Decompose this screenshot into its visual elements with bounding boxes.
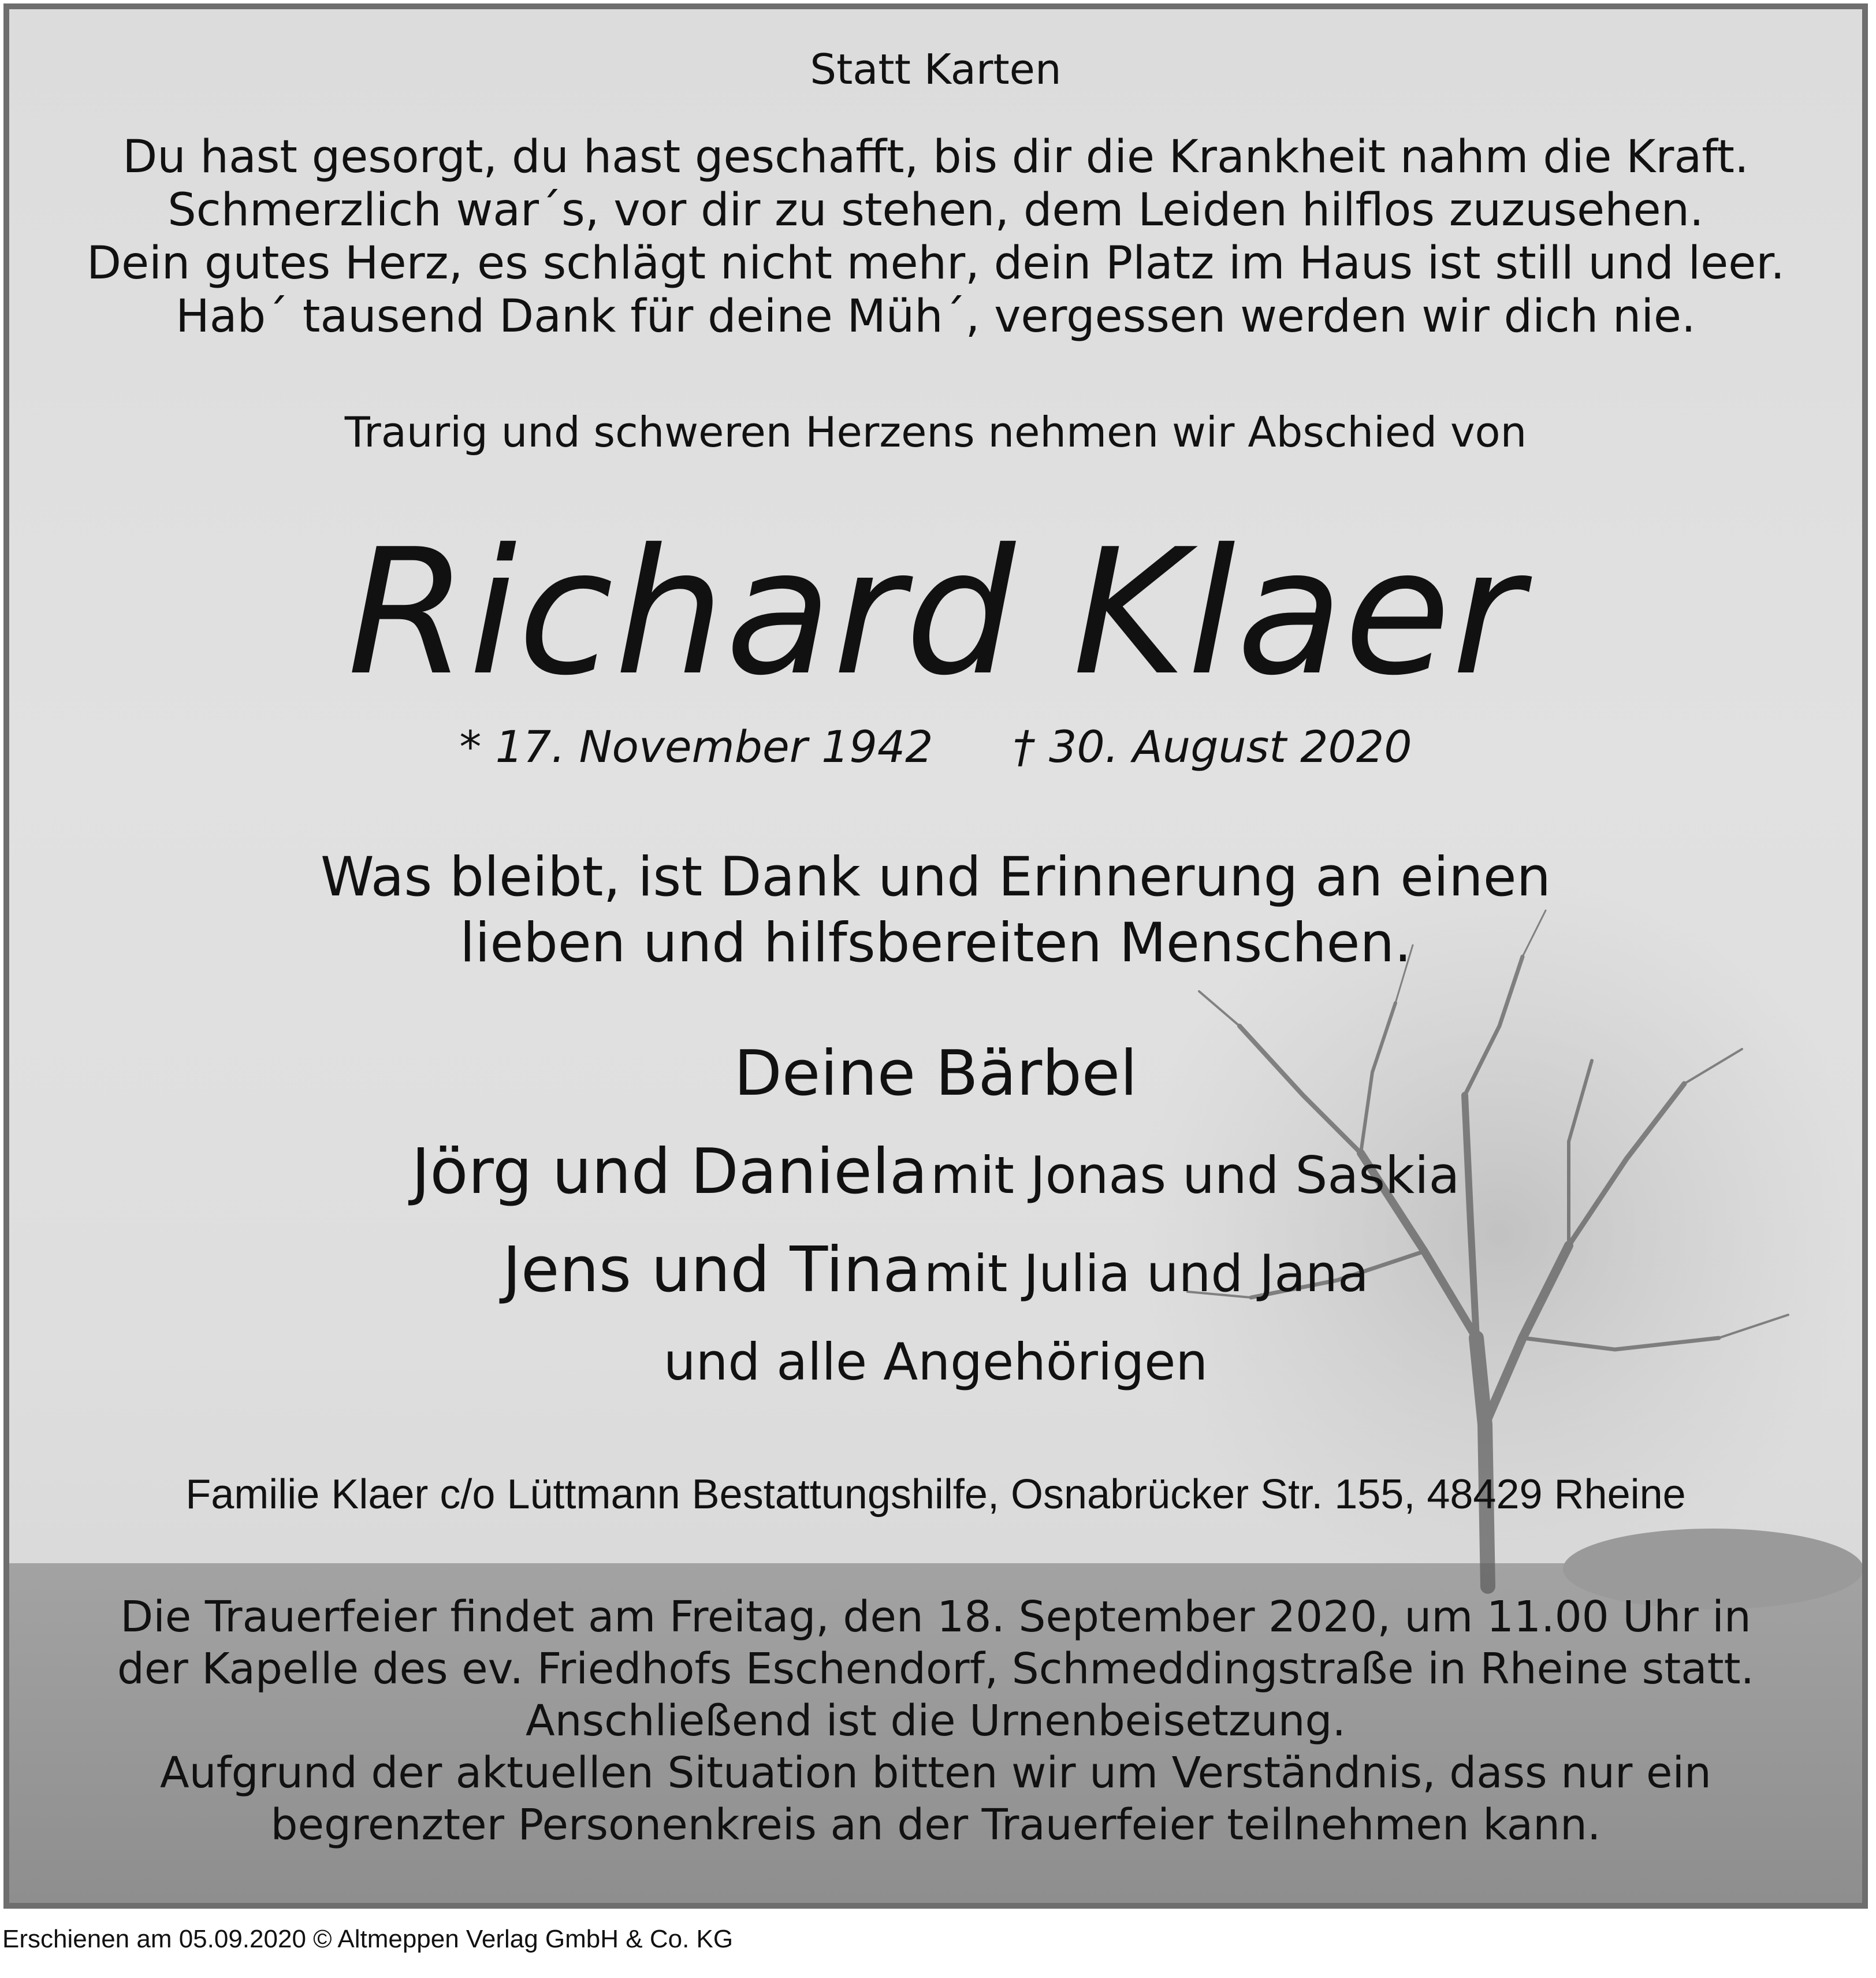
birth-date: * 17. November 1942 xyxy=(459,721,933,772)
service-info-line: begrenzter Personenkreis an der Trauerfeier teilnehmen kann. xyxy=(270,1800,1601,1850)
farewell-intro: Traurig und schweren Herzens nehmen wir Abschied von xyxy=(344,408,1527,456)
service-info-line: Anschließend ist die Urnenbeisetzung. xyxy=(526,1696,1346,1746)
poem-line: Du hast gesorgt, du hast geschafft, bis dir die Krankheit nahm die Kraft. xyxy=(122,131,1749,183)
obituary-notice xyxy=(3,3,1868,1909)
poem-line: Hab´ tausend Dank für deine Müh´, vergessen werden wir dich nie. xyxy=(176,291,1696,343)
service-info-line: Die Trauerfeier findet am Freitag, den 18. September 2020, um 11.00 Uhr in xyxy=(120,1592,1751,1642)
deceased-name: Richard Klaer xyxy=(347,512,1524,713)
statt-karten-label: Statt Karten xyxy=(810,45,1062,94)
contact-address: Familie Klaer c/o Lüttmann Bestattungshilfe, Osnabrücker Str. 155, 48429 Rheine xyxy=(185,1471,1686,1518)
family-line-relatives: und alle Angehörigen xyxy=(663,1332,1208,1392)
life-dates xyxy=(9,721,1862,772)
poem-line: Schmerzlich war´s, vor dir zu stehen, dem Leiden hilflos zuzusehen. xyxy=(168,184,1704,236)
publication-credit: Erschienen am 05.09.2020 © Altmeppen Verlag GmbH & Co. KG xyxy=(2,1925,734,1953)
death-date: † 30. August 2020 xyxy=(1013,721,1412,772)
remembrance-line: lieben und hilfsbereiten Menschen. xyxy=(460,912,1412,975)
family-line-baerbel: Deine Bärbel xyxy=(734,1038,1138,1110)
remembrance-line: Was bleibt, ist Dank und Erinnerung an einen xyxy=(320,846,1551,909)
family-children: mit Jonas und Saskia xyxy=(930,1146,1460,1205)
family-main-names: Jörg und Daniela xyxy=(411,1136,928,1208)
family-children: mit Julia und Jana xyxy=(924,1244,1369,1303)
family-main-names: Jens und Tina xyxy=(502,1234,921,1306)
family-line-jens xyxy=(9,1234,1862,1306)
poem-line: Dein gutes Herz, es schlägt nicht mehr, dein Platz im Haus ist still und leer. xyxy=(87,237,1785,289)
service-info-line: Aufgrund der aktuellen Situation bitten wir um Verständnis, dass nur ein xyxy=(160,1748,1711,1798)
family-line-joerg xyxy=(9,1136,1862,1208)
service-info-line: der Kapelle des ev. Friedhofs Eschendorf, Schmeddingstraße in Rheine statt. xyxy=(117,1644,1755,1694)
